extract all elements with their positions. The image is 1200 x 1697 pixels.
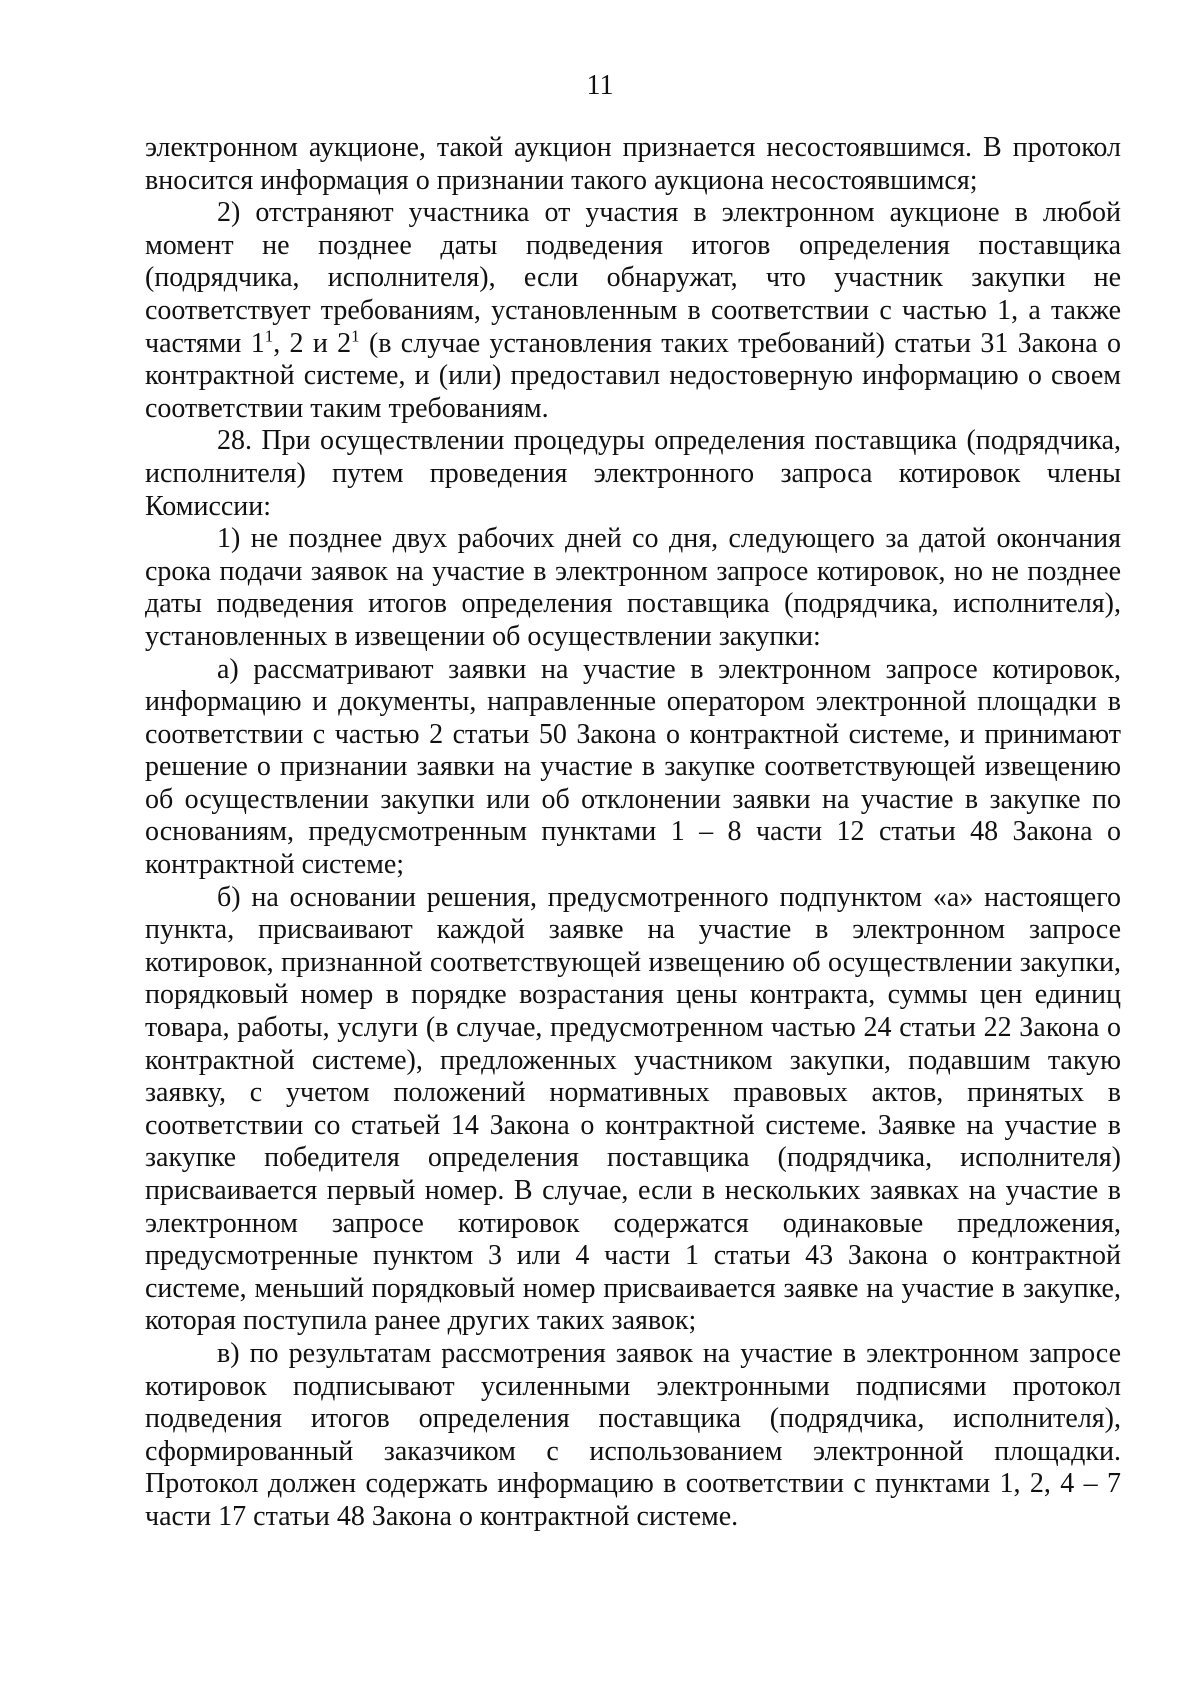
paragraph-text: 2) отстраняют участника от участия в электронном аукционе в любой момент не позднее даты подведения итогов определения поставщика (подрядчика, исполнителя), если обнаружат, что участник закупки не соответствует требованиям, установленным в соответствии с частью 1, а также частями 1 <box>145 197 1121 359</box>
paragraph-text: (в случае установления таких требований) статьи 31 Закона о контрактной системе, и (или) предоставил недостоверную информацию о своем соответствии таким требованиям. <box>145 327 1121 424</box>
paragraph-text: 1) не позднее двух рабочих дней со дня, следующего за датой окончания срока подачи заявок на участие в электронном запросе котировок, но не позднее даты подведения итогов определения поставщика (подрядчика, исполнителя), установленных в извещении об осуществлении закупки: <box>145 523 1121 652</box>
paragraph-subitem-v <box>145 1338 1121 1534</box>
paragraph-subitem-a <box>145 654 1121 882</box>
paragraph-item-28 <box>145 425 1121 523</box>
superscript: 1 <box>264 326 274 346</box>
paragraph-text: , 2 и 2 <box>273 327 352 359</box>
paragraph-remove-participant <box>145 197 1121 425</box>
paragraph-text: б) на основании решения, предусмотренного подпунктом «а» настоящего пункта, присваивают каждой заявке на участие в электронном запросе котировок, признанной соответствующей извещению об осуществлении закупки, порядковый номер в порядке возрастания цены контракта, суммы цен единиц товара, работы, услуги (в случае, предусмотренном частью 24 статьи 22 Закона о контрактной системе), предложенных участником закупки, подавшим такую заявку, с учетом положений нормативных правовых актов, принятых в соответствии со статьей 14 Закона о контрактной системе. Заявке на участие в закупке победителя определения поставщика (подрядчика, исполнителя) присваивается первый номер. В случае, если в нескольких заявках на участие в электронном запросе котировок содержатся одинаковые предложения, предусмотренные пунктом 3 или 4 части 1 статьи 43 Закона о контрактной системе, меньший порядковый номер присваивается заявке на участие в закупке, которая поступила ранее других таких заявок; <box>145 881 1121 1337</box>
paragraph-text: в) по результатам рассмотрения заявок на участие в электронном запросе котировок подписывают усиленными электронными подписями протокол подведения итогов определения поставщика (подрядчика, исполнителя), сформированный заказчиком с использованием электронной площадки. Протокол должен содержать информацию в соответствии с пунктами 1, 2, 4 – 7 части 17 статьи 48 Закона о контрактной системе. <box>145 1337 1121 1532</box>
document-body <box>145 132 1121 1534</box>
superscript: 1 <box>351 326 360 346</box>
paragraph-subitem-1 <box>145 523 1121 653</box>
paragraph-subitem-b <box>145 882 1121 1338</box>
paragraph-text: а) рассматривают заявки на участие в электронном запросе котировок, информацию и документы, направленные оператором электронной площадки в соответствии с частью 2 статьи 50 Закона о контрактной системе, и принимают решение о признании заявки на участие в закупке соответствующей извещению об осуществлении закупки или об отклонении заявки на участие в закупке по основаниям, предусмотренным пунктами 1 – 8 части 12 статьи 48 Закона о контрактной системе; <box>145 653 1121 881</box>
paragraph-text: электронном аукционе, такой аукцион признается несостоявшимся. В протокол вносится информация о признании такого аукциона несостоявшимся; <box>145 132 1121 196</box>
page-number: 11 <box>586 70 614 101</box>
paragraph-auction-failed <box>145 132 1121 197</box>
paragraph-text: 28. При осуществлении процедуры определения поставщика (подрядчика, исполнителя) путем проведения электронного запроса котировок члены Комиссии: <box>145 425 1121 522</box>
